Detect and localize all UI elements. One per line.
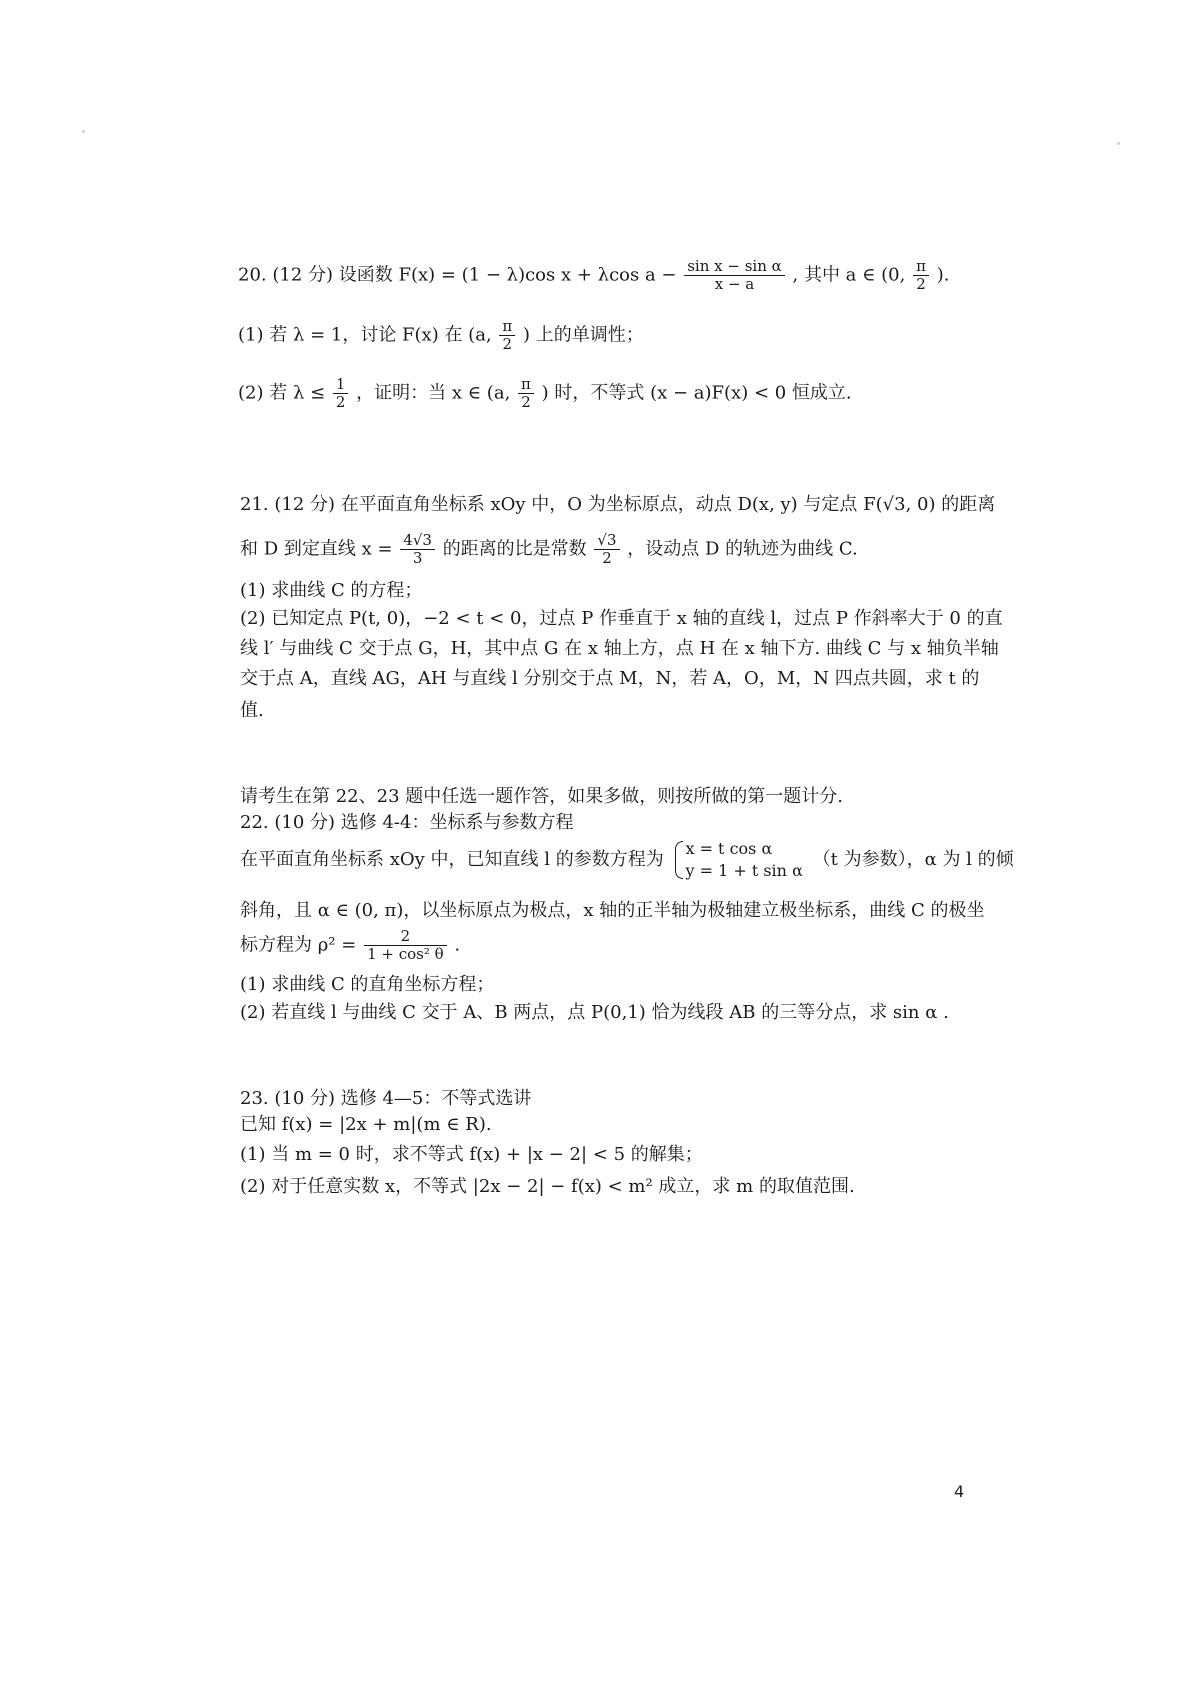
q20-part1-end: ) 上的单调性；: [522, 324, 644, 346]
q22-title: 22. (10 分) 选修 4-4：坐标系与参数方程: [240, 812, 574, 833]
q21-part2-line4: 值.: [240, 700, 264, 721]
fraction-numerator: π: [499, 318, 515, 336]
q20-stem-end: ).: [936, 264, 950, 286]
q20-part1-text: (1) 若 λ = 1，讨论 F(x) 在 (a,: [238, 324, 492, 346]
q21-part2-line3: 交于点 A，直线 AG，AH 与直线 l 分别交于点 M，N，若 A，O，M，N 四点共圆，求 t 的: [240, 668, 980, 689]
q22-part2: (2) 若直线 l 与曲线 C 交于 A、B 两点，点 P(0,1) 恰为线段 AB 的三等分点，求 sin α .: [240, 1002, 949, 1023]
fraction-numerator: √3: [594, 532, 619, 550]
q22-line1: [240, 838, 1014, 882]
q22-line1-end: （t 为参数），α 为 l 的倾: [812, 849, 1014, 870]
root3-over-2-fraction: [594, 532, 619, 567]
fraction-denominator: 2: [502, 335, 513, 353]
scan-speck: [1117, 142, 1120, 145]
fraction-denominator: 2: [602, 549, 612, 567]
fraction-denominator: 2: [916, 275, 926, 293]
four-root3-over-3-fraction: [400, 532, 435, 567]
q22-line3-text: 标方程为 ρ² =: [240, 934, 357, 956]
q23-part2: (2) 对于任意实数 x，不等式 |2x − 2| − f(x) < m² 成立，求 m 的取值范围.: [240, 1176, 855, 1197]
q20-part2-mid: ，证明：当 x ∈ (a,: [356, 382, 511, 404]
q22-line3: [240, 928, 460, 963]
q20-main-fraction: [684, 258, 785, 293]
q21-line2-text: 和 D 到定直线 x =: [240, 538, 393, 560]
fraction-denominator: x − a: [714, 275, 755, 293]
q22-line3-end: .: [454, 934, 461, 956]
q20-part1: [238, 318, 644, 353]
pi-over-2-fraction: [913, 258, 929, 293]
q20-part2: [238, 376, 852, 411]
q21-line2: [240, 532, 858, 567]
pi-over-2-fraction: [518, 376, 534, 411]
q20-stem: [238, 258, 949, 293]
q23-title: 23. (10 分) 选修 4—5：不等式选讲: [240, 1088, 532, 1109]
q20-stem-text: 20. (12 分) 设函数 F(x) = (1 − λ)cos x + λcos a −: [238, 264, 677, 286]
parametric-eq-y: y = 1 + t sin α: [685, 861, 803, 880]
fraction-denominator: 1 + cos² θ: [367, 945, 444, 963]
fraction-numerator: π: [913, 258, 929, 276]
q21-line2-mid: 的距离的比是常数: [442, 538, 587, 560]
fraction-numerator: 4√3: [400, 532, 435, 550]
q23-part1: (1) 当 m = 0 时，求不等式 f(x) + |x − 2| < 5 的解集；: [240, 1144, 703, 1165]
page-number: 4: [954, 1482, 965, 1501]
parametric-eq-x: x = t cos α: [685, 839, 773, 858]
fraction-numerator: sin x − sin α: [684, 258, 785, 276]
scan-speck: [82, 130, 85, 133]
fraction-numerator: 2: [364, 928, 447, 946]
fraction-denominator: 2: [335, 393, 346, 411]
q21-part1: (1) 求曲线 C 的方程；: [240, 580, 423, 601]
q21-part2-line1: (2) 已知定点 P(t, 0)，−2 < t < 0，过点 P 作垂直于 x 轴的直线 l，过点 P 作斜率大于 0 的直: [240, 608, 1003, 629]
q20-stem-condition: , 其中 a ∈ (0,: [792, 264, 906, 286]
fraction-denominator: 3: [412, 549, 423, 567]
polar-fraction: [364, 928, 447, 963]
fraction-numerator: π: [518, 376, 534, 394]
q21-part2-line2: 线 l′ 与曲线 C 交于点 G，H，其中点 G 在 x 轴上方，点 H 在 x 轴下方. 曲线 C 与 x 轴负半轴: [240, 638, 999, 659]
q22-part1: (1) 求曲线 C 的直角坐标方程；: [240, 974, 495, 995]
q22-intro: 请考生在第 22、23 题中任选一题作答，如果多做，则按所做的第一题计分.: [240, 786, 843, 807]
pi-over-2-fraction: [499, 318, 515, 353]
parametric-system: [673, 838, 802, 882]
q20-part2-end: ) 时，不等式 (x − a)F(x) < 0 恒成立.: [541, 382, 852, 404]
q22-line1-text: 在平面直角坐标系 xOy 中，已知直线 l 的参数方程为: [240, 849, 664, 870]
q21-line1: 21. (12 分) 在平面直角坐标系 xOy 中，O 为坐标原点，动点 D(x, y) 与定点 F(√3, 0) 的距离: [240, 494, 996, 515]
one-half-fraction: [333, 376, 349, 411]
q23-given: 已知 f(x) = |2x + m|(m ∈ R).: [240, 1114, 492, 1135]
q21-line2-end: ，设动点 D 的轨迹为曲线 C.: [627, 538, 858, 560]
q22-line2: 斜角，且 α ∈ (0, π)，以坐标原点为极点，x 轴的正半轴为极轴建立极坐标系，曲线 C 的极坐: [240, 900, 985, 921]
q20-part2-text: (2) 若 λ ≤: [238, 382, 326, 404]
fraction-denominator: 2: [521, 393, 531, 411]
fraction-numerator: 1: [333, 376, 349, 394]
